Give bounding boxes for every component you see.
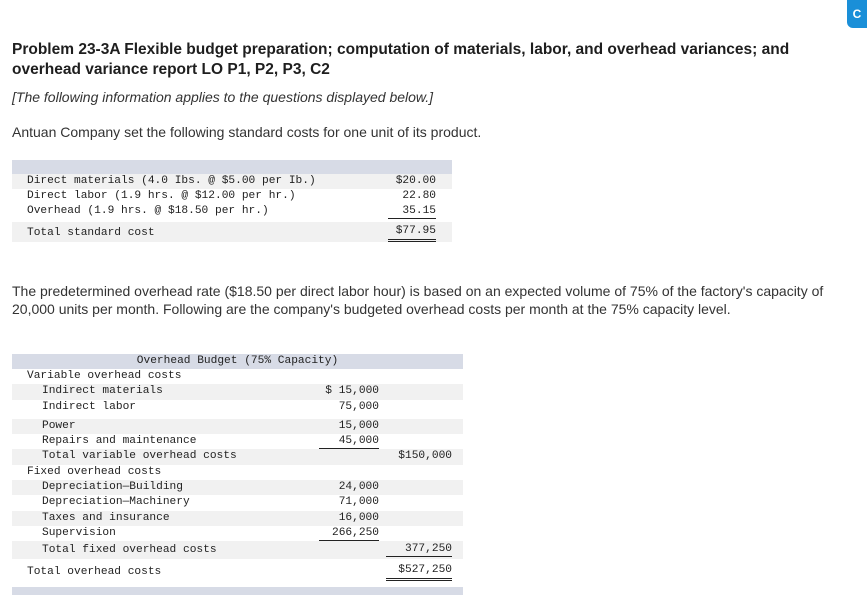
table-row (12, 526, 463, 541)
row-label: Indirect labor (42, 400, 136, 413)
info-note: [The following information applies to the questions displayed below.] (12, 89, 434, 105)
table-header-bar (12, 160, 452, 174)
table-row (12, 384, 463, 399)
problem-title: Problem 23-3A Flexible budget preparation; computation of materials, labor, and overhead variances; and overhead variance report LO P1, P2, P3, C2 (12, 41, 790, 78)
row-amount: $150,000 (398, 450, 452, 463)
row-amount: 15,000 (338, 419, 379, 432)
table-row (12, 419, 463, 434)
row-label: Depreciation—Machinery (42, 496, 190, 509)
intro-text: Antuan Company set the following standard costs for one unit of its product. (12, 124, 482, 140)
row-amount: $20.00 (395, 175, 436, 187)
grand-total-row (12, 563, 463, 581)
row-label: Total variable overhead costs (42, 450, 237, 463)
row-label: Direct materials (4.0 Ibs. @ $5.00 per Ib.) (27, 175, 316, 187)
row-label: Supervision (42, 526, 116, 539)
table-row (12, 495, 463, 510)
table-row (12, 174, 452, 189)
table-row (12, 189, 452, 204)
corner-badge[interactable]: C (847, 0, 867, 28)
total-amount: $77.95 (388, 225, 436, 242)
overhead-rate-paragraph: The predetermined overhead rate ($18.50 per direct labor hour) is based on an expected volume of 75% of the factory's capacity of 20,000 units per month. Following are the company's budgeted overhead costs per month at the 75% capacity level. (12, 283, 824, 317)
table-heading: Overhead Budget (75% Capacity) (136, 355, 339, 367)
row-amount: 266,250 (319, 527, 379, 541)
subtotal-row (12, 541, 463, 559)
row-label: Direct labor (1.9 hrs. @ $12.00 per hr.) (27, 190, 296, 202)
row-amount: 35.15 (388, 205, 436, 219)
total-row (12, 222, 452, 242)
table-footer-bar (12, 587, 463, 595)
row-amount: 22.80 (402, 190, 436, 202)
row-label: Total fixed overhead costs (42, 544, 217, 557)
section-heading: Variable overhead costs (27, 370, 182, 382)
total-label: Total overhead costs (27, 566, 162, 579)
row-amount: 75,000 (338, 400, 379, 413)
standard-cost-table (12, 160, 452, 242)
row-amount: 45,000 (319, 435, 379, 449)
row-label: Power (42, 419, 76, 432)
subtotal-row (12, 449, 463, 464)
row-amount: 71,000 (338, 496, 379, 509)
table-row (12, 434, 463, 449)
row-label: Taxes and insurance (42, 511, 170, 524)
table-row (12, 511, 463, 526)
total-label: Total standard cost (27, 227, 155, 239)
row-label: Overhead (1.9 hrs. @ $18.50 per hr.) (27, 205, 269, 217)
row-label: Indirect materials (42, 385, 163, 398)
section-heading: Fixed overhead costs (27, 465, 162, 478)
row-label: Depreciation—Building (42, 481, 183, 494)
row-amount: 24,000 (338, 481, 379, 494)
row-amount: 377,250 (386, 543, 452, 557)
row-amount: $ 15,000 (325, 385, 379, 398)
section-heading-row (12, 369, 463, 384)
table-header-bar (12, 354, 463, 369)
row-label: Repairs and maintenance (42, 435, 197, 448)
table-row (12, 204, 452, 219)
row-amount: 16,000 (338, 511, 379, 524)
total-amount: $527,250 (386, 564, 452, 581)
table-row (12, 480, 463, 495)
table-row (12, 400, 463, 415)
section-heading-row (12, 465, 463, 480)
overhead-budget-table (12, 354, 463, 595)
